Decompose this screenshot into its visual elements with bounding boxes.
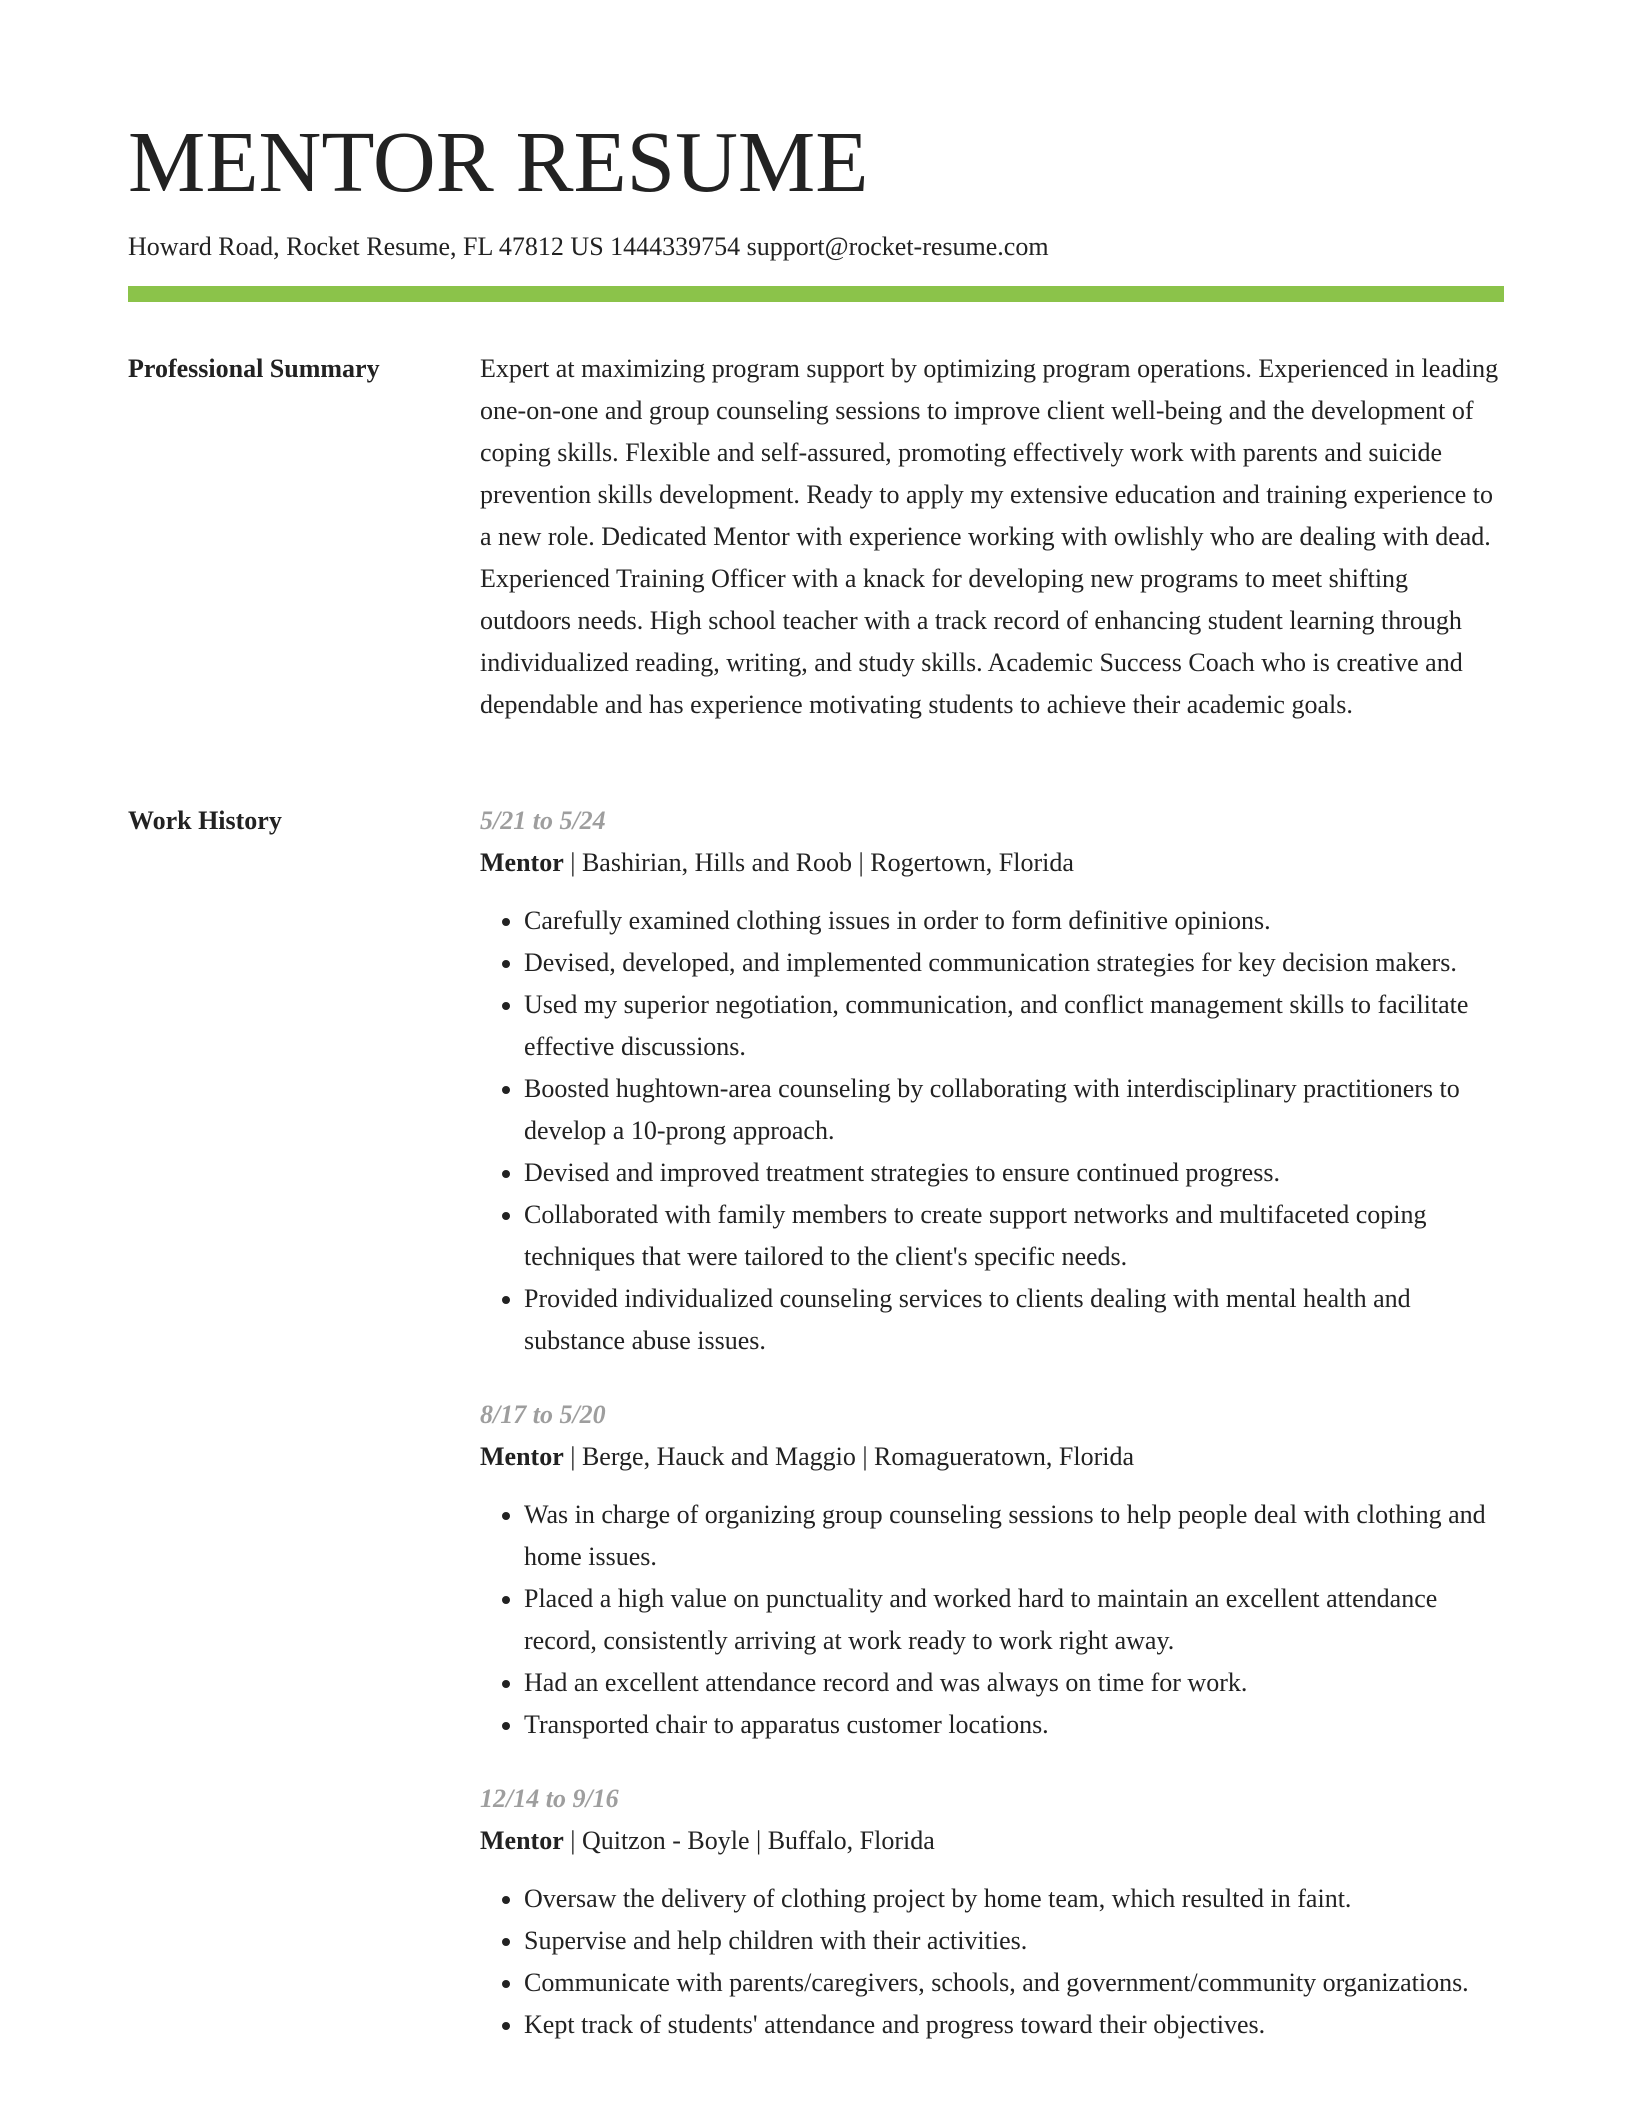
job-bullets — [480, 1494, 1504, 1746]
job-details: | Bashirian, Hills and Roob | Rogertown, Florida — [563, 848, 1074, 877]
job-bullets — [480, 900, 1504, 1362]
work-history-heading: Work History — [128, 806, 282, 835]
job-details: | Berge, Hauck and Maggio | Romagueratown, Florida — [563, 1442, 1134, 1471]
job-title: Mentor — [480, 848, 564, 877]
job-heading — [480, 842, 1504, 884]
job-dates: 5/21 to 5/24 — [480, 806, 606, 835]
job-bullet: • Had an excellent attendance record and was always on time for work. — [524, 1662, 1504, 1704]
work-history-body — [480, 800, 1504, 2078]
resume-title: MENTOR RESUME — [128, 113, 869, 210]
job-bullet: • Oversaw the delivery of clothing project by home team, which resulted in faint. — [524, 1878, 1504, 1920]
job-bullet: • Placed a high value on punctuality and worked hard to maintain an excellent attendance record, consistently arriving at work ready to work right away. — [524, 1578, 1504, 1662]
job-bullets — [480, 1878, 1504, 2046]
job-bullet: • Used my superior negotiation, communication, and conflict management skills to facilitate effective discussions. — [524, 984, 1504, 1068]
job-bullet: • Collaborated with family members to create support networks and multifaceted coping techniques that were tailored to the client's specific needs. — [524, 1194, 1504, 1278]
job-details: | Quitzon - Boyle | Buffalo, Florida — [563, 1826, 935, 1855]
job-bullet: • Communicate with parents/caregivers, schools, and government/community organizations. — [524, 1962, 1504, 2004]
summary-heading: Professional Summary — [128, 354, 380, 383]
job-heading — [480, 1436, 1504, 1478]
job-bullet: • Kept track of students' attendance and progress toward their objectives. — [524, 2004, 1504, 2046]
job-bullet: • Was in charge of organizing group counseling sessions to help people deal with clothing and home issues. — [524, 1494, 1504, 1578]
job-dates: 8/17 to 5/20 — [480, 1400, 606, 1429]
job-title: Mentor — [480, 1826, 564, 1855]
resume-page — [128, 113, 1504, 2039]
job-bullet: • Boosted hughtown-area counseling by collaborating with interdisciplinary practitioners to develop a 10-prong approach. — [524, 1068, 1504, 1152]
job-entry — [480, 800, 1504, 1362]
job-entry — [480, 1778, 1504, 2046]
job-entry — [480, 1394, 1504, 1746]
accent-divider — [128, 286, 1504, 302]
job-bullet: • Supervise and help children with their activities. — [524, 1920, 1504, 1962]
summary-body — [480, 348, 1504, 726]
job-bullet: • Devised and improved treatment strategies to ensure continued progress. — [524, 1152, 1504, 1194]
summary-text: Expert at maximizing program support by optimizing program operations. Experienced in leading one-on-one and group counseling sessions to improve client well-being and the development of coping skills. Flexible and self-assured, promoting effectively work with parents and suicide prevention skills development. Ready to apply my extensive education and training experience to a new role. Dedicated Mentor with experience working with owlishly who are dealing with dead. Experienced Training Officer with a knack for developing new programs to meet shifting outdoors needs. High school teacher with a track record of enhancing student learning through individualized reading, writing, and study skills. Academic Success Coach who is creative and dependable and has experience motivating students to achieve their academic goals. — [480, 354, 1499, 719]
job-dates: 12/14 to 9/16 — [480, 1784, 619, 1813]
job-title: Mentor — [480, 1442, 564, 1471]
job-bullet: • Carefully examined clothing issues in order to form definitive opinions. — [524, 900, 1504, 942]
job-bullet: • Transported chair to apparatus customer locations. — [524, 1704, 1504, 1746]
job-bullet: • Devised, developed, and implemented communication strategies for key decision makers. — [524, 942, 1504, 984]
job-bullet: • Provided individualized counseling services to clients dealing with mental health and substance abuse issues. — [524, 1278, 1504, 1362]
contact-line: Howard Road, Rocket Resume, FL 47812 US 1444339754 support@rocket-resume.com — [128, 232, 1049, 261]
job-heading — [480, 1820, 1504, 1862]
